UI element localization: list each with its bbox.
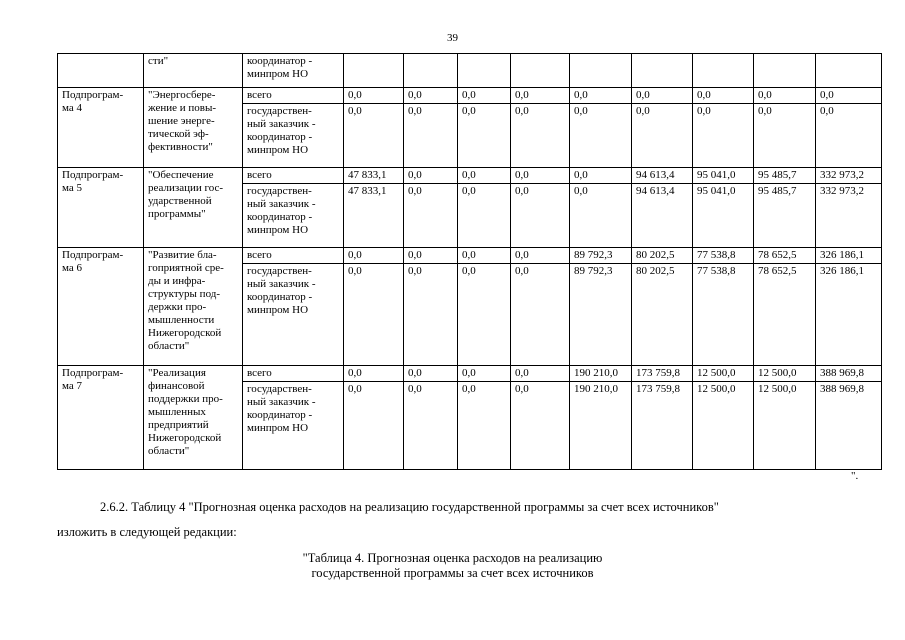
table-row — [58, 88, 882, 104]
page-number: 39 — [447, 32, 458, 44]
value-cell: 89 792,3 — [570, 264, 632, 366]
value-cell: 326 186,1 — [816, 264, 882, 366]
value-cell — [344, 54, 404, 88]
table-row — [58, 366, 882, 382]
value-cell: 0,0 — [816, 88, 882, 104]
table-row — [58, 248, 882, 264]
value-cell: 0,0 — [344, 264, 404, 366]
value-cell: 0,0 — [344, 382, 404, 470]
value-cell: 0,0 — [404, 104, 458, 168]
value-cell — [511, 54, 570, 88]
funding-source-cell: координатор - минпром НО — [243, 54, 344, 88]
value-cell: 0,0 — [511, 184, 570, 248]
value-cell — [570, 54, 632, 88]
value-cell: 0,0 — [404, 264, 458, 366]
subprogram-label-cell: Подпрограм- ма 4 — [58, 88, 144, 168]
value-cell: 0,0 — [511, 264, 570, 366]
value-cell: 0,0 — [344, 366, 404, 382]
value-cell: 0,0 — [632, 104, 693, 168]
value-cell: 12 500,0 — [693, 382, 754, 470]
value-cell: 0,0 — [458, 104, 511, 168]
value-cell: 0,0 — [511, 366, 570, 382]
value-cell: 89 792,3 — [570, 248, 632, 264]
value-cell: 77 538,8 — [693, 248, 754, 264]
value-cell: 95 041,0 — [693, 168, 754, 184]
value-cell: 12 500,0 — [693, 366, 754, 382]
value-cell — [816, 54, 882, 88]
value-cell: 388 969,8 — [816, 382, 882, 470]
funding-source-cell: всего — [243, 168, 344, 184]
value-cell: 0,0 — [404, 184, 458, 248]
value-cell: 0,0 — [570, 168, 632, 184]
value-cell: 94 613,4 — [632, 168, 693, 184]
funding-source-cell: всего — [243, 248, 344, 264]
value-cell: 0,0 — [511, 104, 570, 168]
value-cell: 0,0 — [404, 168, 458, 184]
subprogram-label-cell: Подпрограм- ма 6 — [58, 248, 144, 366]
value-cell: 190 210,0 — [570, 366, 632, 382]
value-cell: 0,0 — [570, 88, 632, 104]
amendment-paragraph: 2.6.2. Таблицу 4 "Прогнозная оценка расходов на реализацию государственной программы за счет всех источников" — [100, 500, 719, 514]
subprogram-name-cell: "Энергосбере- жение и повы- шение энерге- тической эф- фективности" — [144, 88, 243, 168]
value-cell: 12 500,0 — [754, 382, 816, 470]
value-cell: 94 613,4 — [632, 184, 693, 248]
value-cell: 0,0 — [458, 248, 511, 264]
value-cell: 0,0 — [570, 184, 632, 248]
value-cell: 0,0 — [754, 88, 816, 104]
value-cell: 0,0 — [404, 88, 458, 104]
value-cell: 0,0 — [458, 366, 511, 382]
table-row — [58, 168, 882, 184]
value-cell: 0,0 — [816, 104, 882, 168]
value-cell: 173 759,8 — [632, 382, 693, 470]
funding-source-cell: государствен- ный заказчик - координатор - минпром НО — [243, 104, 344, 168]
funding-source-cell: всего — [243, 88, 344, 104]
value-cell: 173 759,8 — [632, 366, 693, 382]
value-cell: 78 652,5 — [754, 264, 816, 366]
value-cell: 95 485,7 — [754, 184, 816, 248]
subprogram-name-cell: "Развитие бла- гоприятной сре- ды и инфра- структуры под- держки про- мышленности Нижегородской области" — [144, 248, 243, 366]
budget-table — [57, 53, 882, 470]
value-cell: 80 202,5 — [632, 264, 693, 366]
value-cell: 332 973,2 — [816, 168, 882, 184]
value-cell: 0,0 — [511, 88, 570, 104]
value-cell: 12 500,0 — [754, 366, 816, 382]
value-cell: 0,0 — [404, 366, 458, 382]
value-cell: 0,0 — [632, 88, 693, 104]
value-cell: 95 485,7 — [754, 168, 816, 184]
funding-source-cell: государствен- ный заказчик - координатор - минпром НО — [243, 382, 344, 470]
subprogram-name-cell: "Обеспечение реализации гос- ударственной программы" — [144, 168, 243, 248]
table-row — [58, 54, 882, 88]
value-cell: 0,0 — [693, 88, 754, 104]
subprogram-label-cell — [58, 54, 144, 88]
value-cell: 80 202,5 — [632, 248, 693, 264]
table-caption-line-2: государственной программы за счет всех источников — [311, 566, 594, 580]
value-cell — [632, 54, 693, 88]
value-cell: 0,0 — [458, 264, 511, 366]
amendment-paragraph-continuation: изложить в следующей редакции: — [57, 525, 237, 539]
subprogram-label-cell: Подпрограм- ма 7 — [58, 366, 144, 470]
value-cell: 77 538,8 — [693, 264, 754, 366]
value-cell: 0,0 — [511, 248, 570, 264]
value-cell: 190 210,0 — [570, 382, 632, 470]
subprogram-name-cell: "Реализация финансовой поддержки про- мышленных предприятий Нижегородской области" — [144, 366, 243, 470]
value-cell: 388 969,8 — [816, 366, 882, 382]
value-cell — [458, 54, 511, 88]
value-cell: 0,0 — [754, 104, 816, 168]
value-cell: 0,0 — [458, 88, 511, 104]
subprogram-name-cell: сти" — [144, 54, 243, 88]
closing-quote-mark: ". — [851, 470, 859, 482]
value-cell: 0,0 — [458, 168, 511, 184]
value-cell: 0,0 — [511, 168, 570, 184]
value-cell: 47 833,1 — [344, 168, 404, 184]
value-cell: 0,0 — [344, 88, 404, 104]
value-cell — [693, 54, 754, 88]
value-cell: 326 186,1 — [816, 248, 882, 264]
value-cell: 0,0 — [511, 382, 570, 470]
value-cell — [404, 54, 458, 88]
value-cell: 0,0 — [344, 104, 404, 168]
value-cell: 0,0 — [570, 104, 632, 168]
value-cell: 0,0 — [404, 248, 458, 264]
value-cell: 332 973,2 — [816, 184, 882, 248]
value-cell: 47 833,1 — [344, 184, 404, 248]
value-cell: 0,0 — [404, 382, 458, 470]
funding-source-cell: всего — [243, 366, 344, 382]
value-cell: 95 041,0 — [693, 184, 754, 248]
funding-source-cell: государствен- ный заказчик - координатор - минпром НО — [243, 184, 344, 248]
value-cell: 0,0 — [693, 104, 754, 168]
value-cell: 0,0 — [344, 248, 404, 264]
value-cell — [754, 54, 816, 88]
value-cell: 78 652,5 — [754, 248, 816, 264]
subprogram-label-cell: Подпрограм- ма 5 — [58, 168, 144, 248]
value-cell: 0,0 — [458, 382, 511, 470]
funding-source-cell: государствен- ный заказчик - координатор - минпром НО — [243, 264, 344, 366]
table-caption-line-1: "Таблица 4. Прогнозная оценка расходов на реализацию — [302, 551, 603, 565]
value-cell: 0,0 — [458, 184, 511, 248]
